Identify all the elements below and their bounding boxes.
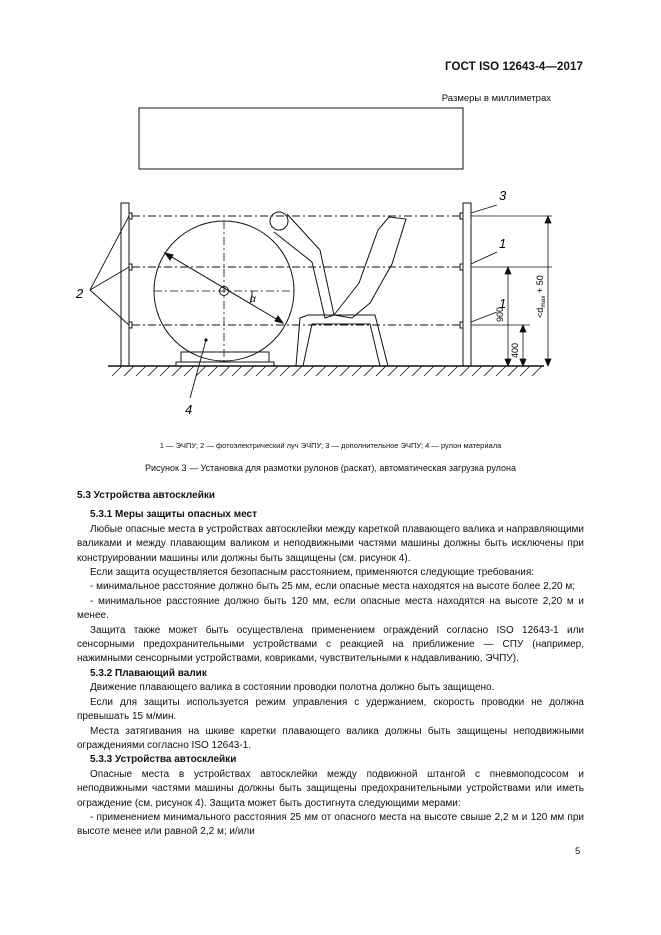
- paragraph: Движение плавающего валика в состоянии проводки полотна должно быть защищено.: [90, 682, 495, 694]
- figure-caption: Рисунок 3 — Установка для размотки рулонов (раскат), автоматическая загрузка рулона: [145, 463, 516, 473]
- body-text: [77, 489, 584, 840]
- callout-4: 4: [185, 402, 193, 417]
- paragraph: Если защита осуществляется безопасным расстоянием, применяются следующие требования:: [90, 567, 535, 579]
- list-item: - минимальное расстояние должно быть 25 мм, если опасные места находятся на высоте более 2,20 м;: [90, 581, 575, 593]
- paragraph: Места затягивания на шкиве каретки плавающего валика должны быть защищены неподвижными ограждениями согласно ISO 12643-1.: [77, 725, 584, 751]
- loader-base: [296, 315, 388, 366]
- list-item: - минимальное расстояние должно быть 120 мм, если опасные места находятся на высоте 2,20 м и менее.: [77, 595, 584, 622]
- dim-dmax: $<d_{max} + 50$: [535, 275, 547, 318]
- figure-legend: 1 — ЭЧПУ; 2 — фотоэлектрический луч ЭЧПУ; 3 — дополнительное ЭЧПУ; 4 — рулон материала: [159, 441, 502, 450]
- callout-3: 3: [499, 188, 507, 203]
- units-note: Размеры в миллиметрах: [441, 93, 551, 104]
- heading-5-3-2: 5.3.2 Плавающий валик: [90, 667, 207, 679]
- machine-frame: [139, 108, 463, 169]
- dim-400: 400: [510, 342, 520, 358]
- angle-alpha: α: [250, 294, 256, 305]
- floor-hatch: [112, 366, 542, 376]
- figure-3-diagram: [0, 0, 661, 440]
- callout-1-upper: 1: [499, 236, 507, 251]
- photoelectric-beams: [132, 216, 460, 325]
- callout-2: 2: [76, 286, 84, 301]
- heading-5-3-1: 5.3.1 Меры защиты опасных мест: [90, 509, 258, 521]
- heading-5-3-3: 5.3.3 Устройства автосклейки: [90, 754, 237, 766]
- standard-header: ГОСТ ISO 12643-4—2017: [445, 61, 583, 73]
- paragraph: Опасные места в устройствах автосклейки между подвижной штангой с пневмоподсосом и неподвижными частями машины должны быть защищены предохранительными устройствами или иметь ограждение (см. рисунок 4). Защита может быть достигнута следующими мерами:: [77, 768, 584, 809]
- paragraph: Защита также может быть осуществлена применением ограждений согласно ISO 12643-1 или сенсорными предохранительными устройствами с реакцией на приближение — СПУ (например, нажимными сенсорными устройствами, ковриками, чувствительными к надавливанию, ЭЧПУ).: [77, 624, 584, 665]
- paragraph: Любые опасные места в устройствах автосклейки между кареткой плавающего валика и направляющими валиками и между плавающим валиком и неподвижными частями машины должны быть исключены при конструировании машины или должны быть защищены (см. рисунок 4).: [77, 523, 584, 564]
- right-post: [463, 203, 471, 366]
- left-post: [121, 203, 129, 366]
- paragraph: Если для защиты используется режим управления с удержанием, скорость проводки не должна превышать 15 м/мин.: [77, 696, 584, 723]
- callout-1-lower: 1: [499, 296, 507, 311]
- list-item: - применением минимального расстояния 25 мм от опасного места на высоте свыше 2,2 м и 120 мм при высоте менее или равной 2,2 м; и/или: [77, 811, 584, 838]
- page-number: 5: [575, 846, 581, 857]
- arm-pivot: [270, 212, 288, 230]
- dim-900: 900: [495, 306, 505, 322]
- heading-5-3: 5.3 Устройства автосклейки: [77, 490, 215, 501]
